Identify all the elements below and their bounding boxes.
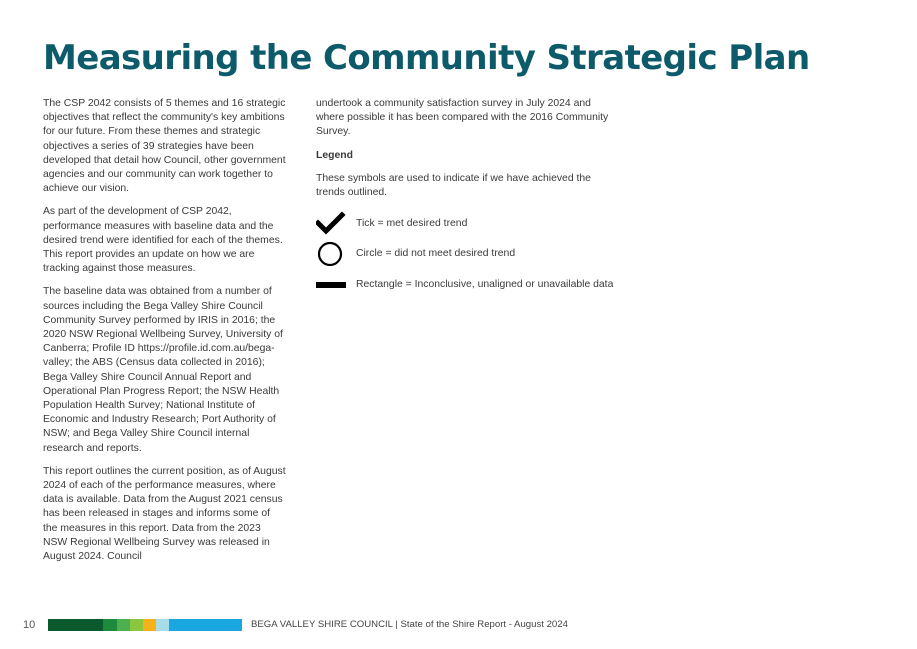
color-bar-segment bbox=[130, 619, 143, 631]
color-bar-segment bbox=[48, 619, 103, 631]
legend-rectangle-label: Rectangle = Inconclusive, unaligned or unavailable data bbox=[356, 278, 614, 290]
color-bar-segment bbox=[143, 619, 156, 631]
right-column bbox=[316, 97, 616, 209]
circle-icon bbox=[316, 240, 346, 266]
survey-continuation-paragraph: undertook a community satisfaction survey in July 2024 and where possible it has been compared with the 2016 Community Survey. bbox=[316, 98, 609, 138]
rectangle-icon bbox=[316, 271, 346, 297]
color-bar-segment bbox=[103, 619, 117, 631]
legend-circle-label: Circle = did not meet desired trend bbox=[356, 247, 516, 259]
legend-rectangle-row bbox=[316, 271, 613, 297]
page-title: Measuring the Community Strategic Plan bbox=[43, 38, 810, 78]
left-column bbox=[43, 97, 287, 573]
color-bar-segment bbox=[117, 619, 130, 631]
development-paragraph: As part of the development of CSP 2042, performance measures with baseline data and the desired trend were identified for each of the themes. This report provides an update on how we are tracking against those measures. bbox=[43, 206, 283, 275]
tick-icon bbox=[316, 210, 346, 236]
intro-paragraph: The CSP 2042 consists of 5 themes and 16 strategic objectives that reflect the community's key ambitions for our future. From these themes and strategic objectives a series of 39 strategies have been developed that detail how Council, other government agencies and our community can work together to achieve our vision. bbox=[43, 98, 286, 195]
color-bar-segment bbox=[169, 619, 242, 631]
current-position-paragraph: This report outlines the current position, as of August 2024 of each of the performance measures, where data is available. Data from the August 2021 census has been released in stages and informs some of the measures in this report. Data from the 2023 NSW Regional Wellbeing Survey was released in August 2024. Council bbox=[43, 465, 286, 563]
legend-circle-row bbox=[316, 240, 515, 266]
footer-color-bar bbox=[48, 619, 242, 631]
legend-tick-label: Tick = met desired trend bbox=[356, 217, 468, 229]
legend-tick-row bbox=[316, 210, 467, 236]
page-number: 10 bbox=[23, 619, 36, 631]
legend-intro: These symbols are used to indicate if we have achieved the trends outlined. bbox=[316, 172, 591, 199]
baseline-data-paragraph: The baseline data was obtained from a number of sources including the Bega Valley Shire Council Community Survey performed by IRIS in 2016; the 2020 NSW Regional Wellbeing Survey, University of Canberra; Profile ID https://profile.id.com.au/bega-valley; the ABS (Census data collected in 2016); Bega Valley Shire Council Annual Report and Operational Plan Progress Report; the NSW Health Population Health Survey; National Institute of Economic and Industry Research; Port Authority of NSW; and Bega Valley Shire Council internal research and reports. bbox=[43, 286, 283, 454]
color-bar-segment bbox=[156, 619, 169, 631]
footer-text: BEGA VALLEY SHIRE COUNCIL | State of the Shire Report - August 2024 bbox=[251, 619, 568, 630]
legend-heading: Legend bbox=[316, 149, 353, 161]
